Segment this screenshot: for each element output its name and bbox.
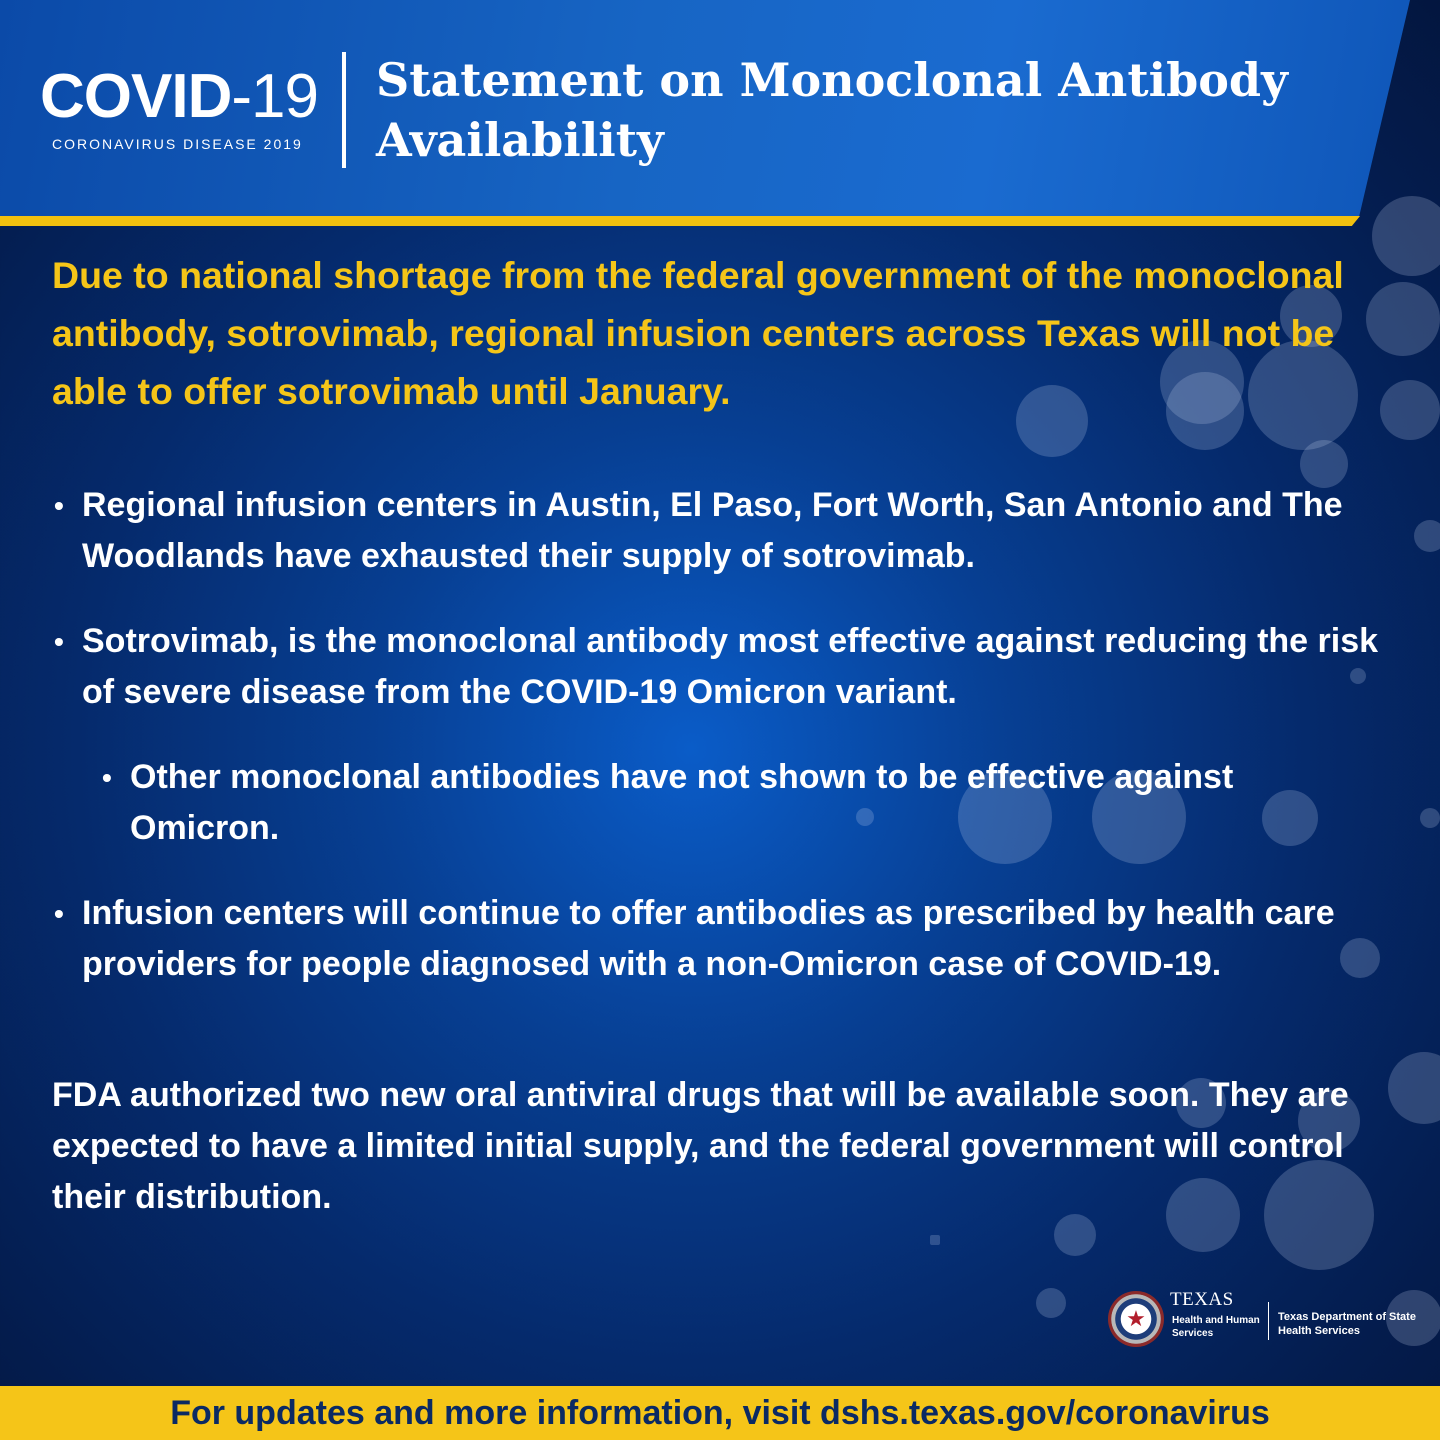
hhs-subtitle: Health and Human Services	[1172, 1315, 1260, 1339]
page-title-line-1: Statement on Monoclonal Antibody	[376, 53, 1288, 107]
covid-logo-number: -19	[231, 62, 318, 131]
covid-logo-wordmark	[40, 62, 318, 131]
covid-19-logo	[40, 62, 318, 152]
sub-bullet-item	[100, 752, 1382, 854]
bullet-text: Regional infusion centers in Austin, El Paso, Fort Worth, San Antonio and The Woodlands have exhausted their supply of sotrovimab.	[82, 486, 1343, 575]
bullet-text: Infusion centers will continue to offer antibodies as prescribed by health care providers for people diagnosed with a non-Omicron case of COVID-19.	[82, 894, 1335, 983]
dshs-name: Texas Department of State Health Services	[1278, 1311, 1416, 1337]
bullet-item	[52, 616, 1382, 718]
covid-logo-main: COVID	[40, 62, 232, 131]
bullet-dot-icon: •	[54, 490, 64, 521]
page-title-line-2: Availability	[376, 113, 664, 167]
lead-statement: Due to national shortage from the federal government of the monoclonal antibody, sotrovimab, regional infusion centers across Texas will not be able to offer sotrovimab until January.	[52, 254, 1344, 412]
closing-paragraph: FDA authorized two new oral antiviral drugs that will be available soon. They are expected to have a limited initial supply, and the federal government will control their distribution.	[52, 1076, 1349, 1216]
footer-bar	[0, 1386, 1440, 1440]
bullet-dot-icon: •	[102, 762, 112, 793]
header-divider	[342, 52, 346, 168]
logo-divider	[1268, 1302, 1269, 1340]
bullet-text: Other monoclonal antibodies have not shown to be effective against Omicron.	[130, 758, 1234, 847]
covid-logo-subtitle: CORONAVIRUS DISEASE 2019	[52, 136, 303, 152]
agency-logo	[1108, 1288, 1414, 1350]
star-icon: ★	[1126, 1306, 1146, 1331]
bullet-text: Sotrovimab, is the monoclonal antibody most effective against reducing the risk of severe disease from the COVID-19 Omicron variant.	[82, 622, 1379, 711]
page-title	[376, 50, 1356, 170]
bullet-dot-icon: •	[54, 626, 64, 657]
footer-text: For updates and more information, visit dshs.texas.gov/coronavirus	[170, 1394, 1270, 1432]
bullet-list	[52, 480, 1382, 1024]
header-accent-stripe	[0, 216, 1360, 226]
bullet-item	[52, 888, 1382, 990]
bullet-dot-icon: •	[54, 898, 64, 929]
bullet-item	[52, 480, 1382, 582]
texas-wordmark: TEXAS	[1170, 1289, 1234, 1310]
